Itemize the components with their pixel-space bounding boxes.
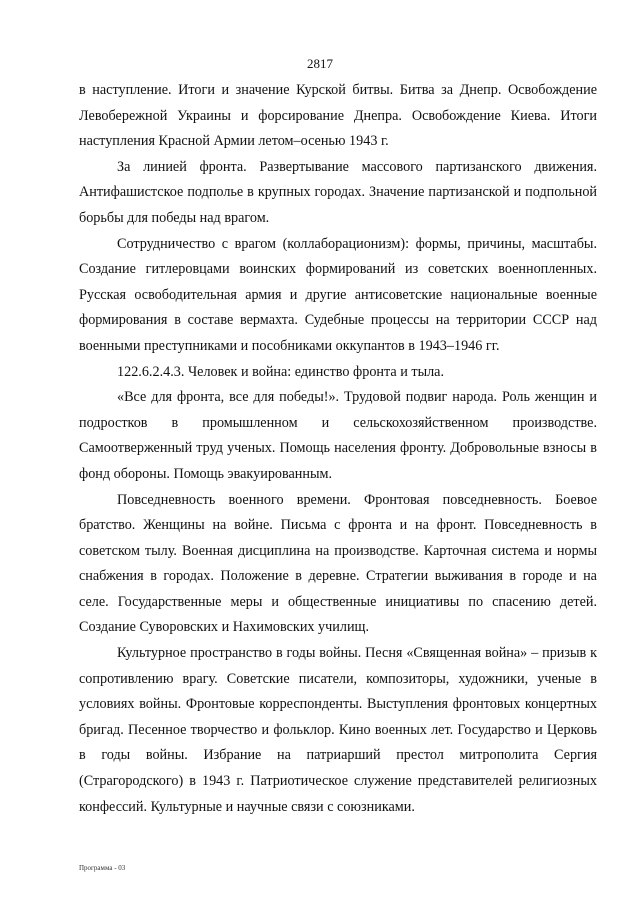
section-heading-122-6-2-4-3: 122.6.2.4.3. Человек и война: единство фронта и тыла. [117,363,445,380]
page-footer: Программа - 03 [79,864,126,872]
paragraph-home-front-labor: «Все для фронта, все для победы!». Трудовой подвиг народа. Роль женщин и подростков в промышленном и сельскохозяйственном производстве. Самоотверженный труд ученых. Помощь населения фронту. Добровольные взносы в фонд обороны. Помощь эвакуированным. [79,389,597,482]
paragraph-kursk-dnepr: в наступление. Итоги и значение Курской битвы. Битва за Днепр. Освобождение Левобережной Украины и форсирование Днепра. Освобождение Киева. Итоги наступления Красной Армии летом–осенью 1943 г. [79,82,597,150]
paragraph-wartime-daily-life: Повседневность военного времени. Фронтовая повседневность. Боевое братство. Женщины на войне. Письма с фронта и на фронт. Повседневность в советском тылу. Военная дисциплина на производстве. Карточная система и нормы снабжения в городах. Положение в деревне. Стратегии выживания в городе и на селе. Государственные меры и общественные инициативы по спасению детей. Создание Суворовских и Нахимовских училищ. [79,491,597,636]
paragraph-collaborationism: Сотрудничество с врагом (коллаборационизм): формы, причины, масштабы. Создание гитлеровцами воинских формирований из советских военнопленных. Русская освободительная армия и другие антисоветские национальные военные формирования в составе вермахта. Судебные процессы на территории СССР над военными преступниками и пособниками оккупантов в 1943–1946 гг. [79,235,597,354]
paragraph-partisan-movement: За линией фронта. Развертывание массового партизанского движения. Антифашистское подполье в крупных городах. Значение партизанской и подпольной борьбы для победы над врагом. [79,158,597,226]
body-text [79,78,597,820]
paragraph-cultural-space: Культурное пространство в годы войны. Песня «Священная война» – призыв к сопротивлению врагу. Советские писатели, композиторы, художники, ученые в условиях войны. Фронтовые корреспонденты. Выступления фронтовых концертных бригад. Песенное творчество и фольклор. Кино военных лет. Государство и Церковь в годы войны. Избрание на патриарший престол митрополита Сергия (Страгородского) в 1943 г. Патриотическое служение представителей религиозных конфессий. Культурные и научные связи с союзниками. [79,645,597,815]
page-number: 2817 [307,56,333,71]
